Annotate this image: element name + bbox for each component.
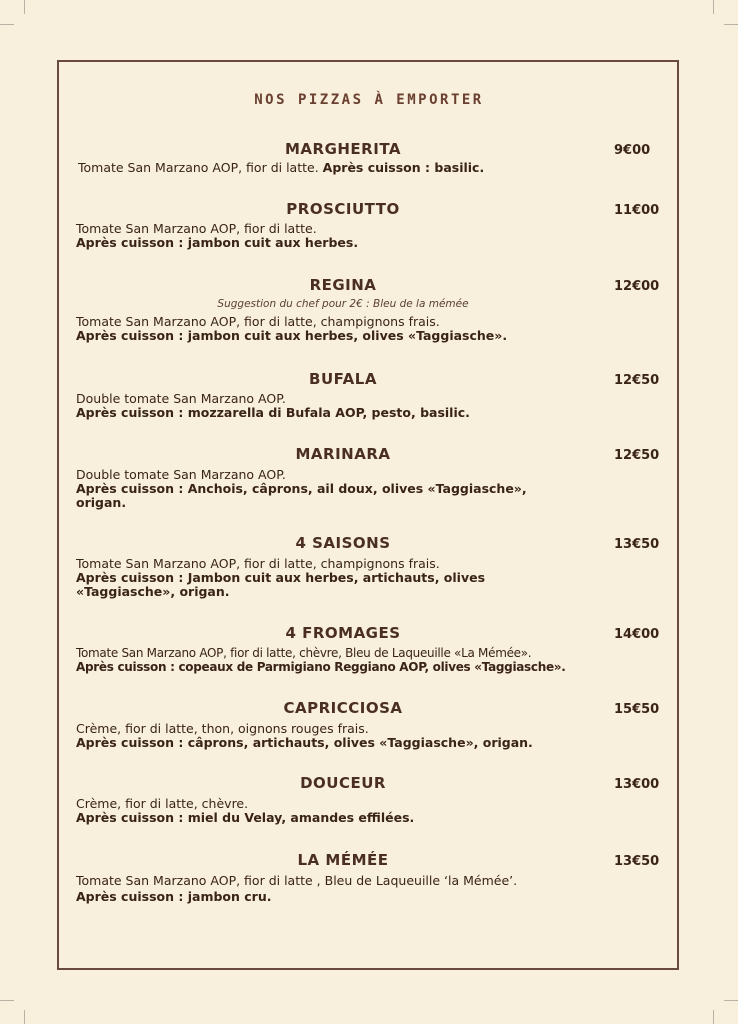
- pizza-name: BUFALA: [309, 370, 377, 388]
- pizza-ingredients: Tomate San Marzano AOP, fior di latte.: [78, 160, 319, 175]
- crop-mark: [713, 1010, 714, 1024]
- crop-mark: [0, 1000, 14, 1001]
- pizza-after-cooking: Après cuisson : jambon cuit aux herbes.: [76, 235, 359, 250]
- pizza-price: 15€50: [614, 702, 660, 717]
- pizza-after-cooking: Après cuisson : copeaux de Parmigiano Reggiano AOP, olives «Taggiasche».: [76, 660, 566, 674]
- pizza-name: 4 FROMAGES: [285, 624, 401, 642]
- pizza-ingredients: Tomate San Marzano AOP, fior di latte, champignons frais.: [76, 314, 440, 329]
- pizza-price: 9€00: [614, 143, 651, 158]
- crop-mark: [724, 1000, 738, 1001]
- pizza-price: 13€50: [614, 537, 660, 552]
- pizza-name: REGINA: [309, 276, 377, 294]
- pizza-ingredients: Tomate San Marzano AOP, fior di latte, chèvre, Bleu de Laqueuille «La Mémée».: [76, 646, 532, 660]
- pizza-after-cooking: Après cuisson : câprons, artichauts, olives «Taggiasche», origan.: [76, 735, 533, 750]
- pizza-after-cooking: Après cuisson : Jambon cuit aux herbes, artichauts, olives: [76, 570, 486, 585]
- pizza-price: 12€50: [614, 373, 660, 388]
- pizza-ingredients: Crème, fior di latte, chèvre.: [76, 796, 249, 811]
- crop-mark: [0, 24, 14, 25]
- crop-mark: [724, 24, 738, 25]
- pizza-name: MARGHERITA: [284, 140, 401, 158]
- pizza-description: [78, 161, 623, 175]
- pizza-name: LA MÉMÉE: [297, 851, 389, 869]
- pizza-ingredients: Tomate San Marzano AOP, fior di latte , Bleu de Laqueuille ‘la Mémée’.: [76, 873, 518, 888]
- pizza-name: CAPRICCIOSA: [283, 699, 403, 717]
- pizza-after-cooking: Après cuisson : Anchois, câprons, ail doux, olives «Taggiasche»,: [76, 481, 527, 496]
- chef-suggestion: Suggestion du chef pour 2€ : Bleu de la mémée: [217, 298, 469, 310]
- pizza-after-cooking: Après cuisson : jambon cru.: [76, 889, 272, 904]
- pizza-after-cooking-continued: «Taggiasche», origan.: [76, 584, 230, 599]
- pizza-ingredients: Double tomate San Marzano AOP.: [76, 391, 286, 406]
- pizza-name: MARINARA: [295, 445, 391, 463]
- crop-mark: [24, 1010, 25, 1024]
- pizza-name: DOUCEUR: [300, 774, 386, 792]
- pizza-price: 12€00: [614, 279, 660, 294]
- pizza-price: 13€50: [614, 854, 660, 869]
- pizza-price: 13€00: [614, 777, 660, 792]
- menu-title: NOS PIZZAS À EMPORTER: [254, 92, 484, 108]
- pizza-after-cooking-continued: origan.: [76, 495, 127, 510]
- pizza-price: 11€00: [614, 203, 660, 218]
- pizza-price: 14€00: [614, 627, 660, 642]
- crop-mark: [24, 0, 25, 14]
- pizza-ingredients: Tomate San Marzano AOP, fior di latte, champignons frais.: [76, 556, 440, 571]
- pizza-price: 12€50: [614, 448, 660, 463]
- pizza-ingredients: Double tomate San Marzano AOP.: [76, 467, 286, 482]
- pizza-after-cooking: Après cuisson : mozzarella di Bufala AOP, pesto, basilic.: [76, 405, 470, 420]
- pizza-after-cooking: Après cuisson : miel du Velay, amandes effilées.: [76, 810, 415, 825]
- crop-mark: [713, 0, 714, 14]
- menu-frame: [57, 60, 679, 970]
- pizza-after-cooking: Après cuisson : basilic.: [322, 160, 485, 175]
- pizza-ingredients: Crème, fior di latte, thon, oignons rouges frais.: [76, 721, 369, 736]
- pizza-name: PROSCIUTTO: [286, 200, 400, 218]
- pizza-after-cooking: Après cuisson : jambon cuit aux herbes, olives «Taggiasche».: [76, 328, 508, 343]
- pizza-name: 4 SAISONS: [295, 534, 391, 552]
- pizza-ingredients: Tomate San Marzano AOP, fior di latte.: [76, 221, 317, 236]
